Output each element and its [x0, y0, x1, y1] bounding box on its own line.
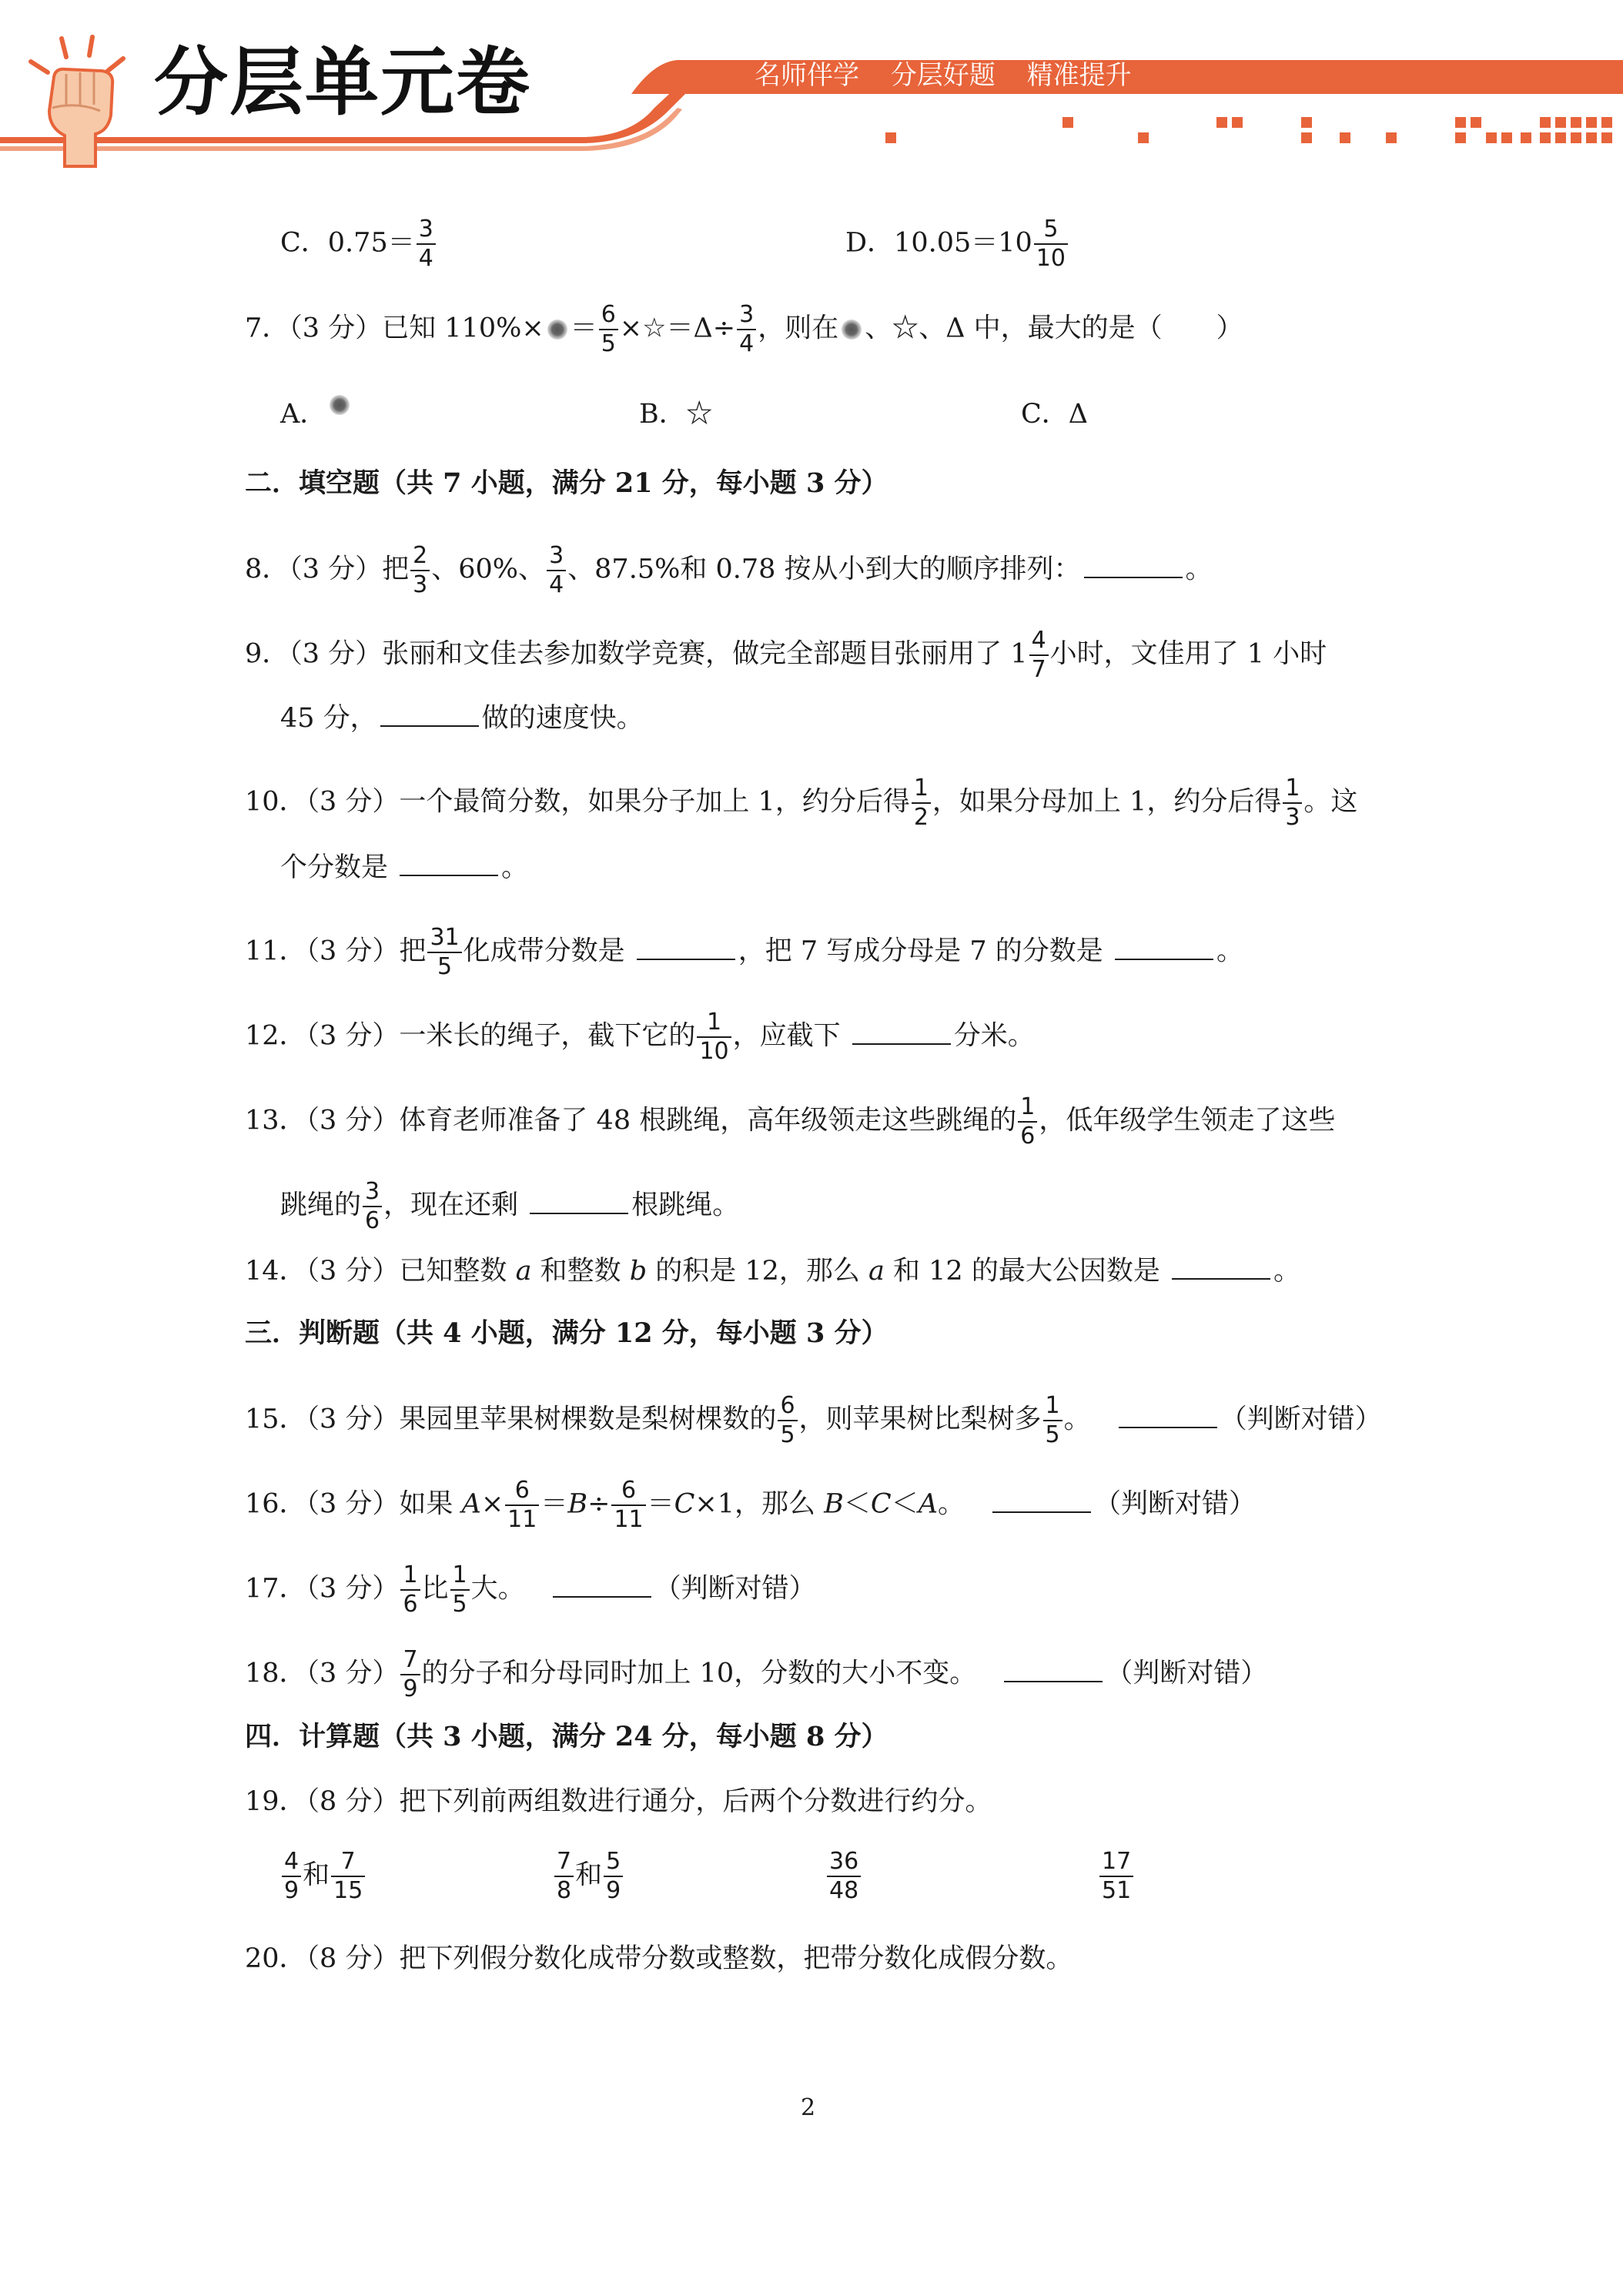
circle-dot-icon: [547, 320, 567, 340]
fraction: $\frac{3}{4}$: [737, 303, 756, 356]
header-slogan: 名师伴学 分层好题 精准提升: [755, 60, 1132, 91]
header-title: 分层单元卷: [154, 39, 531, 126]
section-heading: 二．填空题（共 7 小题，满分 21 分，每小题 3 分）: [245, 467, 888, 499]
question-17: 17．（3 分） $\frac{1}{6}$ 比 $\frac{1}{5}$ 大。 （判断对错）: [245, 1561, 816, 1618]
fraction: $\frac{6}{11}$: [505, 1478, 539, 1532]
question-8: 8．（3 分）把 $\frac{2}{3}$ 、60%、 $\frac{3}{4}$ 、87.5%和 0.78 按从小到大的顺序排列： 。: [245, 542, 1213, 598]
question-7: 7．（3 分）已知 110%× ＝ $\frac{6}{5}$ ×☆＝Δ÷ $\frac{3}{4}$ ，则在 、☆、Δ 中，最大的是（ ）: [245, 301, 1243, 357]
fraction: $\frac{6}{5}$: [778, 1394, 797, 1448]
fraction: $\frac{6}{5}$: [599, 303, 618, 356]
fraction: $\frac{7}{8}$: [554, 1849, 574, 1903]
fraction: $\frac{1}{5}$: [450, 1563, 470, 1617]
answer-blank[interactable]: [1004, 1656, 1103, 1682]
q19-group-3: [825, 1849, 862, 1903]
q19-group-1: $\frac{4}{9}$ 和 $\frac{7}{15}$: [280, 1849, 366, 1903]
fraction: $\frac{1}{2}$: [912, 776, 931, 830]
fraction: $\frac{7}{9}$: [400, 1648, 420, 1702]
answer-blank[interactable]: [992, 1487, 1091, 1513]
question-19: 19．（8 分）把下列前两组数进行通分，后两个分数进行约分。: [245, 1786, 992, 1817]
answer-blank[interactable]: [637, 934, 735, 960]
question-12: 12．（3 分）一米长的绳子，截下它的 $\frac{1}{10}$ ，应截下 分米。: [245, 1009, 1035, 1065]
question-9: 9．（3 分）张丽和文佳去参加数学竞赛，做完全部题目张丽用了 1 $\frac{4}{7}$ 小时，文佳用了 1 小时: [245, 627, 1327, 683]
circle-dot-icon: [842, 320, 862, 340]
question-13-line2: 跳绳的 $\frac{3}{6}$ ，现在还剩 根跳绳。: [280, 1178, 740, 1234]
fraction: $\frac{1}{10}$: [697, 1010, 731, 1064]
question-18: 18．（3 分） $\frac{7}{9}$ 的分子和分母同时加上 10，分数的大小不变。 （判断对错）: [245, 1646, 1268, 1702]
answer-blank[interactable]: [1119, 1402, 1217, 1428]
question-10: 10．（3 分）一个最简分数，如果分子加上 1，约分后得 $\frac{1}{2}$ ，如果分母加上 1，约分后得 $\frac{1}{3}$ 。这: [245, 775, 1358, 831]
section-heading: 三．判断题（共 4 小题，满分 12 分，每小题 3 分）: [245, 1317, 888, 1349]
fraction: $\frac{3}{6}$: [363, 1180, 382, 1233]
answer-blank[interactable]: [1084, 552, 1183, 578]
fraction: $\frac{5}{9}$: [604, 1849, 623, 1903]
page-number: 2: [801, 2094, 816, 2121]
answer-blank[interactable]: [380, 701, 479, 727]
question-11: 11．（3 分）把 $\frac{31}{5}$ 化成带分数是 ，把 7 写成分母是 7 的分数是 。: [245, 924, 1243, 980]
fist-logo-icon: [15, 31, 146, 169]
fraction: $\frac{36}{48}$: [827, 1849, 861, 1903]
q7-option-b: B．☆: [639, 399, 713, 430]
question-13: 13．（3 分）体育老师准备了 48 根跳绳，高年级领走这些跳绳的 $\frac{1}{6}$ ，低年级学生领走了这些: [245, 1093, 1336, 1150]
fraction: $\frac{3}{4}$: [417, 217, 436, 271]
fraction: $\frac{1}{3}$: [1283, 776, 1302, 830]
fraction: $\frac{1}{6}$: [400, 1563, 420, 1617]
fraction: $\frac{7}{15}$: [331, 1849, 365, 1903]
fraction: $\frac{17}{51}$: [1099, 1849, 1133, 1903]
answer-blank[interactable]: [1115, 934, 1213, 960]
fraction: $\frac{4}{7}$: [1029, 628, 1049, 682]
circle-dot-icon: [330, 395, 350, 415]
question-16: 16．（3 分）如果 A× $\frac{6}{11}$ ＝B÷ $\frac{6}{11}$ ＝C×1，那么 B＜C＜A。 （判断对错）: [245, 1477, 1257, 1533]
answer-blank[interactable]: [530, 1188, 628, 1214]
fraction: $\frac{2}{3}$: [410, 544, 430, 597]
question-20: 20．（8 分）把下列假分数化成带分数或整数，把带分数化成假分数。: [245, 1943, 1073, 1974]
question-9-line2: 45 分， 做的速度快。: [280, 701, 644, 735]
q6-option-c: C．0.75＝ $\frac{3}{4}$: [280, 217, 437, 271]
question-10-line2: 个分数是 。: [280, 850, 528, 885]
q7-option-a: A．: [280, 397, 353, 431]
q19-group-4: [1098, 1849, 1135, 1903]
question-14: 14．（3 分）已知整数 a 和整数 b 的积是 12，那么 a 和 12 的最大公因数是 。: [245, 1253, 1300, 1288]
answer-blank[interactable]: [400, 850, 498, 876]
answer-blank[interactable]: [852, 1019, 951, 1045]
q19-group-2: $\frac{7}{8}$ 和 $\frac{5}{9}$: [553, 1849, 624, 1903]
fraction: $\frac{5}{10}$: [1034, 217, 1068, 271]
fraction: $\frac{6}{11}$: [611, 1478, 645, 1532]
fraction: $\frac{1}{6}$: [1018, 1095, 1037, 1149]
answer-blank[interactable]: [1172, 1253, 1270, 1280]
q7-option-c: C．Δ: [1021, 399, 1089, 430]
answer-blank[interactable]: [553, 1571, 651, 1598]
fraction: $\frac{31}{5}$: [427, 925, 461, 979]
fraction: $\frac{1}{5}$: [1043, 1394, 1062, 1448]
fraction: $\frac{4}{9}$: [282, 1849, 301, 1903]
fraction: $\frac{3}{4}$: [547, 544, 566, 597]
q6-option-d: D．10.05＝10 $\frac{5}{10}$: [845, 217, 1069, 271]
section-heading: 四．计算题（共 3 小题，满分 24 分，每小题 8 分）: [245, 1721, 888, 1752]
question-15: 15．（3 分）果园里苹果树棵数是梨树棵数的 $\frac{6}{5}$ ，则苹果树比梨树多 $\frac{1}{5}$ 。 （判断对错）: [245, 1392, 1382, 1448]
